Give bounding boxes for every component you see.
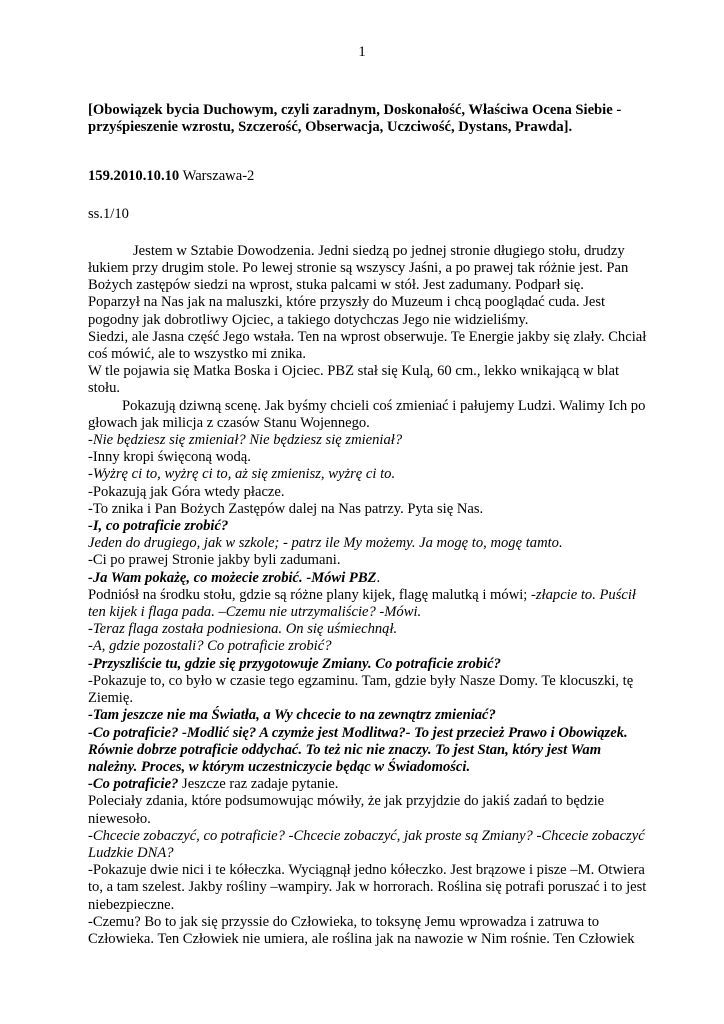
- session-ref: ss.1/10: [88, 205, 129, 222]
- paragraph-part: -Ja Wam pokażę, co możecie zrobić. -Mówi PBZ: [88, 569, 377, 586]
- paragraph-part: .: [376, 569, 381, 586]
- entry-number: 159.2010.10.10: [88, 168, 180, 185]
- paragraph: -Ci po prawej Stronie jakby byli zadumani.: [88, 552, 341, 569]
- paragraph: -Przyszliście tu, gdzie się przygotowuje Zmiany. Co potraficie zrobić?: [88, 655, 501, 672]
- paragraph: -Co potraficie? -Modlić się? A czymże jest Modlitwa?- To jest przecież Prawo i Obowiązek. Równie dobrze potraficie oddychać. To też nic nie znaczy. To jest Stan, który jest Wam należny. Proces, w którym uczestniczycie będąc w Świadomości.: [88, 724, 628, 775]
- paragraph: Jestem w Sztabie Dowodzenia. Jedni siedzą po jednej stronie długiego stołu, drudzy łukiem przy drugim stole. Po lewej stronie są wszyscy Jaśni, a po prawej tak różnie jest. Pan Bożych zastępów siedzi na wprost, stuka palcami w stół. Jest zadumany. Podparł się.: [88, 242, 629, 294]
- paragraph: -Inny kropi święconą wodą.: [88, 449, 251, 466]
- entry-place: Warszawa-2: [179, 168, 255, 185]
- paragraph: Siedzi, ale Jasna część Jego wstała. Ten na wprost obserwuje. Te Energie jakby się zlały. Chciał coś mówić, ale to wszystko mi znika.: [88, 328, 647, 363]
- paragraph: -I, co potraficie zrobić?: [88, 518, 229, 535]
- text-body: [88, 243, 648, 948]
- paragraph: -Pokazują jak Góra wtedy płacze.: [88, 483, 285, 500]
- document-body: [88, 102, 648, 948]
- paragraph: -Pokazuje to, co było w czasie tego egzaminu. Tam, gdzie były Nasze Domy. Te klocuszki, tę Ziemię.: [88, 672, 634, 707]
- paragraph: -Nie będziesz się zmieniał? Nie będziesz się zmieniał?: [88, 432, 403, 449]
- paragraph: Jeden do drugiego, jak w szkole; - patrz ile My możemy. Ja mogę to, mogę tamto.: [88, 535, 563, 552]
- paragraph: [88, 570, 648, 587]
- entry-line: [88, 168, 648, 185]
- paragraph: -Pokazuje dwie nici i te kółeczka. Wyciągnął jedno kółeczko. Jest brązowe i pisze –M. Otwiera to, a tam szelest. Jakby rośliny –wampiry. Jak w horrorach. Roślina się potrafi poruszać i to jest niebezpieczne.: [88, 862, 647, 913]
- paragraph: -Czemu? Bo to jak się przyssie do Człowieka, to toksynę Jemu wprowadza i zatruwa to Człowieka. Ten Człowiek nie umiera, ale roślina jak na nawozie w Nim rośnie. Ten Człowiek: [88, 913, 635, 947]
- paragraph: -Teraz flaga została podniesiona. On się uśmiechnął.: [88, 621, 398, 638]
- paragraph-part: Podniósł na środku stołu, gdzie są różne plany kijek, flagę malutką i mówi;: [88, 586, 532, 603]
- paragraph: -Tam jeszcze nie ma Światła, a Wy chcecie to na zewnątrz zmieniać?: [88, 707, 496, 724]
- paragraph: W tle pojawia się Matka Boska i Ojciec. PBZ stał się Kulą, 60 cm., lekko wnikającą w blat stołu.: [88, 363, 620, 397]
- paragraph: [88, 587, 648, 621]
- paragraph-part: -złapcie to. Puścił ten kijek i flaga pada. –Czemu nie utrzymaliście? -Mówi.: [88, 586, 636, 621]
- paragraph-part: -Co potraficie?: [88, 776, 179, 793]
- paragraph: Poparzył na Nas jak na maluszki, które przyszły do Muzeum i chcą pooglądać cuda. Jest pogodny jak dobrotliwy Ojciec, a takiego dotychczas Jego nie widzieliśmy.: [88, 294, 606, 328]
- paragraph: Pokazują dziwną scenę. Jak byśmy chcieli coś zmieniać i pałujemy Ludzi. Walimy Ich po głowach jak milicja z czasów Stanu Wojennego.: [88, 397, 646, 431]
- document-heading: [Obowiązek bycia Duchowym, czyli zaradnym, Doskonałość, Właściwa Ocena Siebie -przyśpieszenie wzrostu, Szczerość, Obserwacja, Uczciwość, Dystans, Prawda].: [88, 102, 622, 136]
- page-number: 1: [358, 44, 366, 60]
- paragraph: -Wyżrę ci to, wyżrę ci to, aż się zmienisz, wyżrę ci to.: [88, 466, 396, 483]
- paragraph: [88, 776, 648, 793]
- paragraph-part: Jeszcze raz zadaje pytanie.: [178, 776, 339, 793]
- paragraph: -To znika i Pan Bożych Zastępów dalej na Nas patrzy. Pyta się Nas.: [88, 500, 484, 517]
- paragraph: -A, gdzie pozostali? Co potraficie zrobić?: [88, 638, 332, 655]
- paragraph: -Chcecie zobaczyć, co potraficie? -Chcecie zobaczyć, jak proste są Zmiany? -Chcecie zobaczyć Ludzkie DNA?: [88, 827, 645, 861]
- paragraph: Poleciały zdania, które podsumowując mówiły, że jak przyjdzie do jakiś zadań to będzie niewesoło.: [88, 793, 605, 827]
